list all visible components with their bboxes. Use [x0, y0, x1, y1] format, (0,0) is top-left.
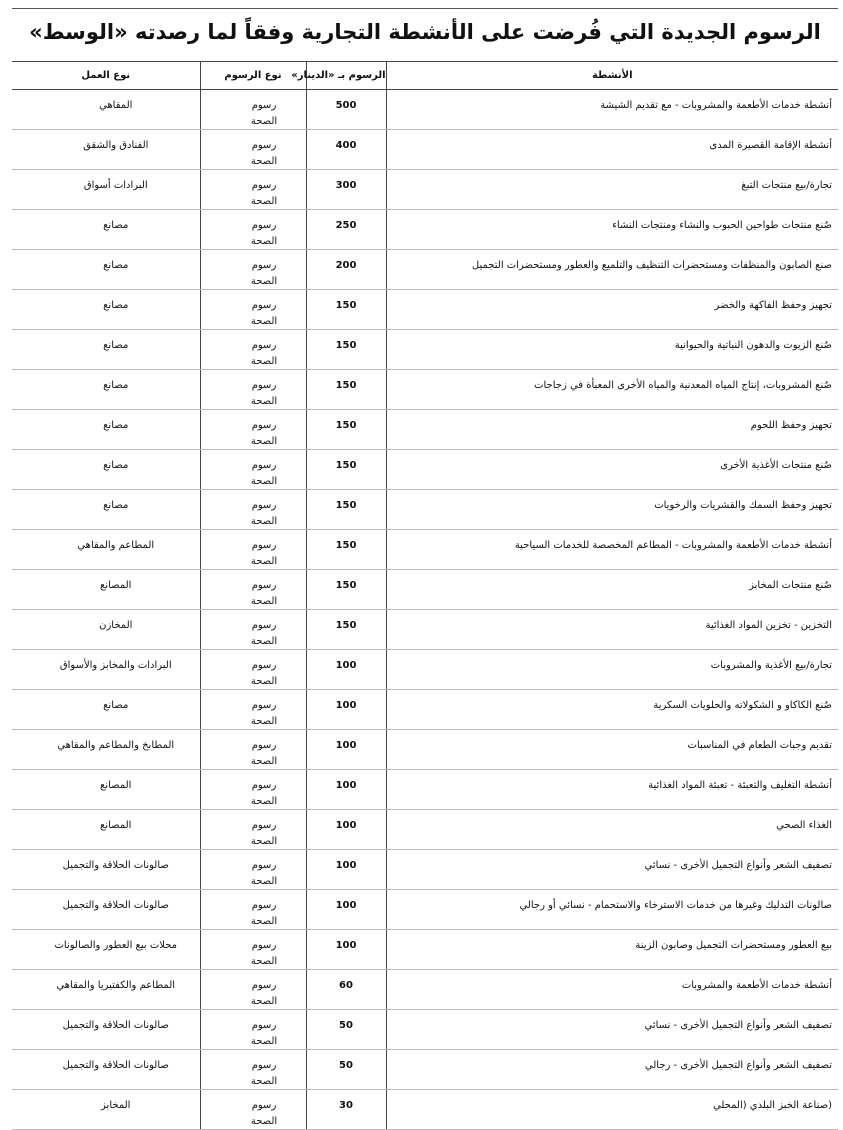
activity-cell: صُنع المشروبات، إنتاج المياه المعدنية والمياه الأخرى المعبأة في زجاجات: [386, 370, 838, 410]
work-type-cell: المطاعم والمقاهي: [12, 530, 200, 570]
table-row: [12, 330, 838, 370]
fee-type-label: رسوم الصحة: [250, 180, 278, 207]
activity-cell: (صناعة الخبز البلدي (المحلي: [386, 1090, 838, 1130]
activity-cell: صُنع منتجات المخابز: [386, 570, 838, 610]
fee-type-cell: [200, 770, 306, 810]
work-type-cell: مصانع: [12, 210, 200, 250]
fee-type-cell: [200, 1050, 306, 1090]
fee-type-label: رسوم الصحة: [250, 420, 278, 447]
fee-type-label: رسوم الصحة: [250, 300, 278, 327]
amount-cell: 150: [306, 290, 386, 330]
work-type-cell: مصانع: [12, 370, 200, 410]
amount-cell: 200: [306, 250, 386, 290]
fee-type-cell: [200, 90, 306, 130]
fee-type-cell: [200, 130, 306, 170]
amount-cell: 400: [306, 130, 386, 170]
activity-cell: تجارة/بيع منتجات التبغ: [386, 170, 838, 210]
table-row: [12, 1050, 838, 1090]
fee-type-label: رسوم الصحة: [250, 740, 278, 767]
fee-type-label: رسوم الصحة: [250, 940, 278, 967]
fee-type-cell: [200, 290, 306, 330]
work-type-cell: المطابخ والمطاعم والمقاهي: [12, 730, 200, 770]
fee-type-cell: [200, 570, 306, 610]
activity-cell: تصفيف الشعر وأنواع التجميل الأخرى - نسائي: [386, 850, 838, 890]
table-row: [12, 810, 838, 850]
table-header-row: [12, 62, 838, 90]
fee-type-cell: [200, 490, 306, 530]
table-row: [12, 250, 838, 290]
table-body: [12, 90, 838, 1130]
activity-cell: تقديم وجبات الطعام في المناسبات: [386, 730, 838, 770]
activity-cell: أنشطة خدمات الأطعمة والمشروبات - مع تقديم الشيشة: [386, 90, 838, 130]
work-type-cell: المخابز: [12, 1090, 200, 1130]
table-row: [12, 650, 838, 690]
document-page: [12, 0, 838, 1127]
fee-type-label: رسوم الصحة: [250, 860, 278, 887]
work-type-cell: المصانع: [12, 770, 200, 810]
fee-type-cell: [200, 890, 306, 930]
fee-type-cell: [200, 210, 306, 250]
table-row: [12, 90, 838, 130]
fee-type-cell: [200, 810, 306, 850]
work-type-cell: المطاعم والكفتيريا والمقاهي: [12, 970, 200, 1010]
header-amount: الرسوم بـ «الدينار»: [306, 62, 386, 90]
fee-type-cell: [200, 370, 306, 410]
work-type-cell: محلات بيع العطور والصالونات: [12, 930, 200, 970]
fee-type-label: رسوم الصحة: [250, 460, 278, 487]
fee-type-label: رسوم الصحة: [250, 540, 278, 567]
activity-cell: أنشطة التغليف والتعبئة - تعبئة المواد الغذائية: [386, 770, 838, 810]
fee-type-label: رسوم الصحة: [250, 500, 278, 527]
amount-cell: 100: [306, 690, 386, 730]
activity-cell: بيع العطور ومستحضرات التجميل وصابون الزينة: [386, 930, 838, 970]
fee-type-cell: [200, 250, 306, 290]
work-type-cell: مصانع: [12, 410, 200, 450]
table-row: [12, 730, 838, 770]
table-row: [12, 570, 838, 610]
fee-type-label: رسوم الصحة: [250, 780, 278, 807]
table-row: [12, 130, 838, 170]
fee-type-label: رسوم الصحة: [250, 380, 278, 407]
work-type-cell: المقاهي: [12, 90, 200, 130]
fee-type-label: رسوم الصحة: [250, 900, 278, 927]
work-type-cell: صالونات الحلاقة والتجميل: [12, 1050, 200, 1090]
table-row: [12, 450, 838, 490]
fee-type-label: رسوم الصحة: [250, 620, 278, 647]
amount-cell: 150: [306, 370, 386, 410]
activity-cell: صُنع الزيوت والدهون النباتية والحيوانية: [386, 330, 838, 370]
activity-cell: صنع الصابون والمنظفات ومستحضرات التنظيف والتلميع والعطور ومستحضرات التجميل: [386, 250, 838, 290]
work-type-cell: المصانع: [12, 570, 200, 610]
fee-type-cell: [200, 450, 306, 490]
fee-type-cell: [200, 690, 306, 730]
activity-cell: أنشطة خدمات الأطعمة والمشروبات - المطاعم المخصصة للخدمات السياحية: [386, 530, 838, 570]
fee-type-label: رسوم الصحة: [250, 220, 278, 247]
fee-type-cell: [200, 1010, 306, 1050]
table-row: [12, 610, 838, 650]
work-type-cell: مصانع: [12, 290, 200, 330]
fee-type-label: رسوم الصحة: [250, 580, 278, 607]
fee-type-cell: [200, 970, 306, 1010]
table-row: [12, 530, 838, 570]
work-type-cell: صالونات الحلاقة والتجميل: [12, 890, 200, 930]
activity-cell: صالونات التدليك وغيرها من خدمات الاسترخاء والاستحمام - نسائي أو رجالي: [386, 890, 838, 930]
fees-table: [12, 61, 838, 1130]
amount-cell: 500: [306, 90, 386, 130]
activity-cell: تجهيز وحفظ السمك والقشريات والرخويات: [386, 490, 838, 530]
amount-cell: 50: [306, 1050, 386, 1090]
fee-type-cell: [200, 410, 306, 450]
fee-type-label: رسوم الصحة: [250, 140, 278, 167]
amount-cell: 50: [306, 1010, 386, 1050]
amount-cell: 150: [306, 610, 386, 650]
fee-type-label: رسوم الصحة: [250, 660, 278, 687]
amount-cell: 150: [306, 450, 386, 490]
amount-cell: 100: [306, 810, 386, 850]
work-type-cell: المصانع: [12, 810, 200, 850]
work-type-cell: مصانع: [12, 450, 200, 490]
amount-cell: 100: [306, 770, 386, 810]
amount-cell: 100: [306, 730, 386, 770]
amount-cell: 100: [306, 650, 386, 690]
table-row: [12, 850, 838, 890]
activity-cell: تصفيف الشعر وأنواع التجميل الأخرى - رجالي: [386, 1050, 838, 1090]
amount-cell: 30: [306, 1090, 386, 1130]
header-activity: الأنشطة: [386, 62, 838, 90]
amount-cell: 150: [306, 570, 386, 610]
fee-type-label: رسوم الصحة: [250, 1100, 278, 1127]
amount-cell: 100: [306, 890, 386, 930]
title-top-rule: [12, 8, 838, 9]
fee-type-cell: [200, 850, 306, 890]
fee-type-label: رسوم الصحة: [250, 1060, 278, 1087]
table-row: [12, 890, 838, 930]
activity-cell: صُنع منتجات الأغذية الأخرى: [386, 450, 838, 490]
work-type-cell: البرادات والمخابز والأسواق: [12, 650, 200, 690]
fee-type-label: رسوم الصحة: [250, 340, 278, 367]
work-type-cell: مصانع: [12, 690, 200, 730]
activity-cell: التخزين - تخزين المواد الغذائية: [386, 610, 838, 650]
fee-type-label: رسوم الصحة: [250, 100, 278, 127]
table-row: [12, 1090, 838, 1130]
fee-type-cell: [200, 730, 306, 770]
table-row: [12, 490, 838, 530]
table-row: [12, 210, 838, 250]
amount-cell: 300: [306, 170, 386, 210]
work-type-cell: المخازن: [12, 610, 200, 650]
work-type-cell: صالونات الحلاقة والتجميل: [12, 1010, 200, 1050]
amount-cell: 250: [306, 210, 386, 250]
table-row: [12, 370, 838, 410]
table-row: [12, 1010, 838, 1050]
activity-cell: تصفيف الشعر وأنواع التجميل الأخرى - نسائي: [386, 1010, 838, 1050]
activity-cell: صُنع الكاكاو و الشكولاته والحلويات السكرية: [386, 690, 838, 730]
fee-type-cell: [200, 650, 306, 690]
work-type-cell: البرادات أسواق: [12, 170, 200, 210]
table-row: [12, 690, 838, 730]
activity-cell: تجارة/بيع الأغذية والمشروبات: [386, 650, 838, 690]
fee-type-label: رسوم الصحة: [250, 1020, 278, 1047]
fee-type-cell: [200, 330, 306, 370]
work-type-cell: الفنادق والشقق: [12, 130, 200, 170]
amount-cell: 100: [306, 850, 386, 890]
amount-cell: 150: [306, 530, 386, 570]
header-fee-type: نوع الرسوم: [200, 62, 306, 90]
activity-cell: تجهيز وحفظ اللحوم: [386, 410, 838, 450]
fee-type-label: رسوم الصحة: [250, 260, 278, 287]
fee-type-label: رسوم الصحة: [250, 980, 278, 1007]
fee-type-cell: [200, 610, 306, 650]
table-row: [12, 410, 838, 450]
amount-cell: 150: [306, 410, 386, 450]
table-row: [12, 290, 838, 330]
fee-type-cell: [200, 930, 306, 970]
header-work-type: نوع العمل: [12, 62, 200, 90]
table-row: [12, 170, 838, 210]
amount-cell: 100: [306, 930, 386, 970]
fee-type-label: رسوم الصحة: [250, 700, 278, 727]
activity-cell: الغذاء الصحي: [386, 810, 838, 850]
work-type-cell: مصانع: [12, 490, 200, 530]
work-type-cell: صالونات الحلاقة والتجميل: [12, 850, 200, 890]
amount-cell: 150: [306, 330, 386, 370]
activity-cell: أنشطة الإقامة القصيرة المدى: [386, 130, 838, 170]
work-type-cell: مصانع: [12, 250, 200, 290]
page-title: الرسوم الجديدة التي فُرضت على الأنشطة التجارية وفقاً لما رصدته «الوسط»: [29, 20, 821, 44]
amount-cell: 60: [306, 970, 386, 1010]
fee-type-cell: [200, 1090, 306, 1130]
activity-cell: تجهيز وحفظ الفاكهة والخضر: [386, 290, 838, 330]
table-row: [12, 930, 838, 970]
amount-cell: 150: [306, 490, 386, 530]
activity-cell: أنشطة خدمات الأطعمة والمشروبات: [386, 970, 838, 1010]
activity-cell: صُنع منتجات طواحين الحبوب والنشاء ومنتجات النشاء: [386, 210, 838, 250]
table-row: [12, 770, 838, 810]
work-type-cell: مصانع: [12, 330, 200, 370]
fee-type-cell: [200, 170, 306, 210]
table-row: [12, 970, 838, 1010]
fee-type-label: رسوم الصحة: [250, 820, 278, 847]
fee-type-cell: [200, 530, 306, 570]
